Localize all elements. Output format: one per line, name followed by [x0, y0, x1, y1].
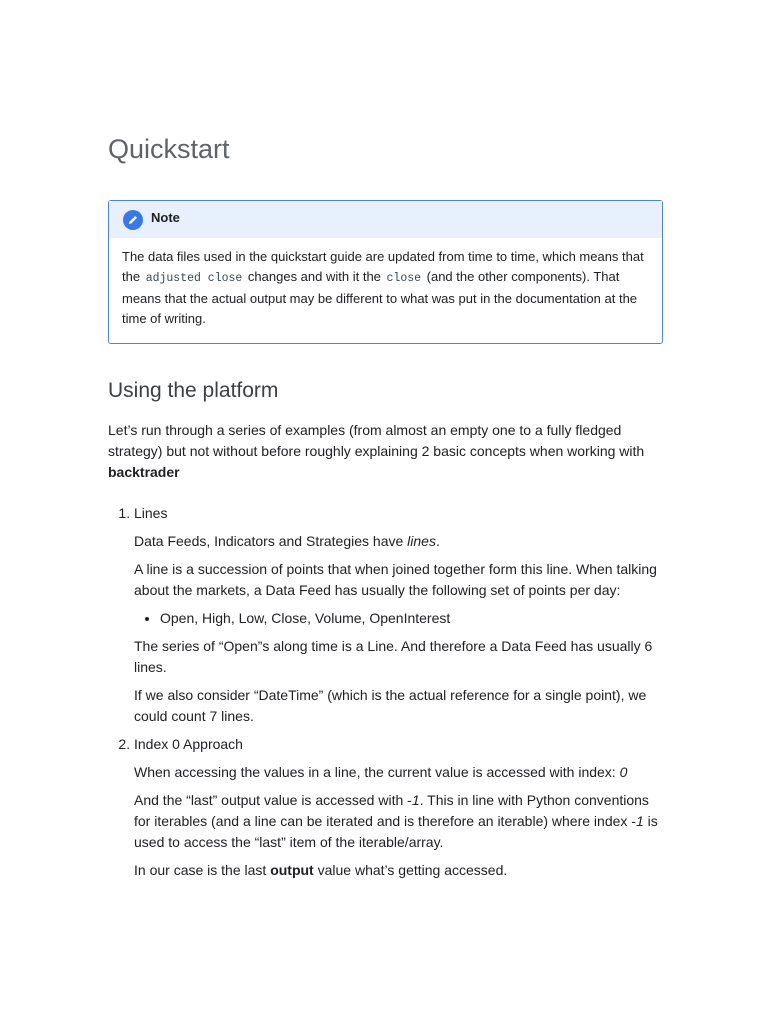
bold: output [270, 862, 314, 878]
list-item-lines [134, 503, 663, 727]
text: value what’s getting accessed. [313, 862, 508, 878]
text: . This in line with Python conventions for iterables (and a line can be iterated and is therefore an iterable) where index - [134, 792, 649, 829]
intro-text: Let’s run through a series of examples (from almost an empty one to a fully fledged strategy) but not without before roughly explaining 2 basic concepts when working with [108, 422, 645, 459]
text: When accessing the values in a line, the current value is accessed with index: [134, 764, 620, 780]
text: Data Feeds, Indicators and Strategies have [134, 533, 408, 549]
text: . [435, 533, 440, 549]
emphasis: 1 [635, 813, 644, 829]
note-box [108, 200, 663, 344]
note-code-adjusted-close: adjusted close [145, 272, 243, 285]
bullet-list [134, 608, 663, 629]
text: In our case is the last [134, 862, 271, 878]
intro-paragraph [108, 420, 663, 483]
index-paragraph-3 [134, 860, 663, 881]
page-title: Quickstart [108, 134, 230, 164]
intro-bold: backtrader [108, 464, 180, 480]
note-code-close: close [386, 272, 422, 285]
lines-paragraph-2: A line is a succession of points that when joined together form this line. When talking about the markets, a Data Feed has usually the following set of points per day: [134, 561, 657, 598]
list-item-index-0-approach [134, 734, 663, 881]
section-heading: Using the platform [108, 379, 279, 402]
emphasis: 1 [411, 792, 420, 808]
bullet-item: • Open, High, Low, Close, Volume, OpenInterest [160, 608, 663, 629]
note-text-b: changes and with it the [244, 269, 385, 284]
list-item-title: 2. Index 0 Approach [134, 736, 243, 752]
note-text-a: The data files used in the quickstart guide are updated from time to time, which means that the [122, 249, 644, 284]
emphasis: 0 [619, 764, 628, 780]
main-content [108, 132, 663, 888]
concept-list [108, 503, 663, 881]
index-paragraph-2 [134, 790, 663, 853]
text: And the “last” output value is accessed with - [134, 792, 412, 808]
note-body [109, 238, 662, 343]
emphasis: lines [407, 533, 436, 549]
text: is used to access the “last” item of the iterable/array. [134, 813, 658, 850]
index-paragraph-1 [134, 762, 663, 783]
note-title: Note [151, 210, 180, 225]
lines-paragraph-3: The series of “Open”s along time is a Line. And therefore a Data Feed has usually 6 lines. [134, 638, 653, 675]
lines-paragraph-1 [134, 531, 663, 552]
pencil-icon [123, 210, 143, 230]
note-header [109, 201, 662, 238]
note-text-c: (and the other components). That means that the actual output may be different to what was put in the documentation at the time of writing. [122, 269, 638, 326]
list-item-title: 1. Lines [134, 505, 168, 521]
lines-paragraph-4: If we also consider “DateTime” (which is the actual reference for a single point), we could count 7 lines. [134, 687, 647, 724]
